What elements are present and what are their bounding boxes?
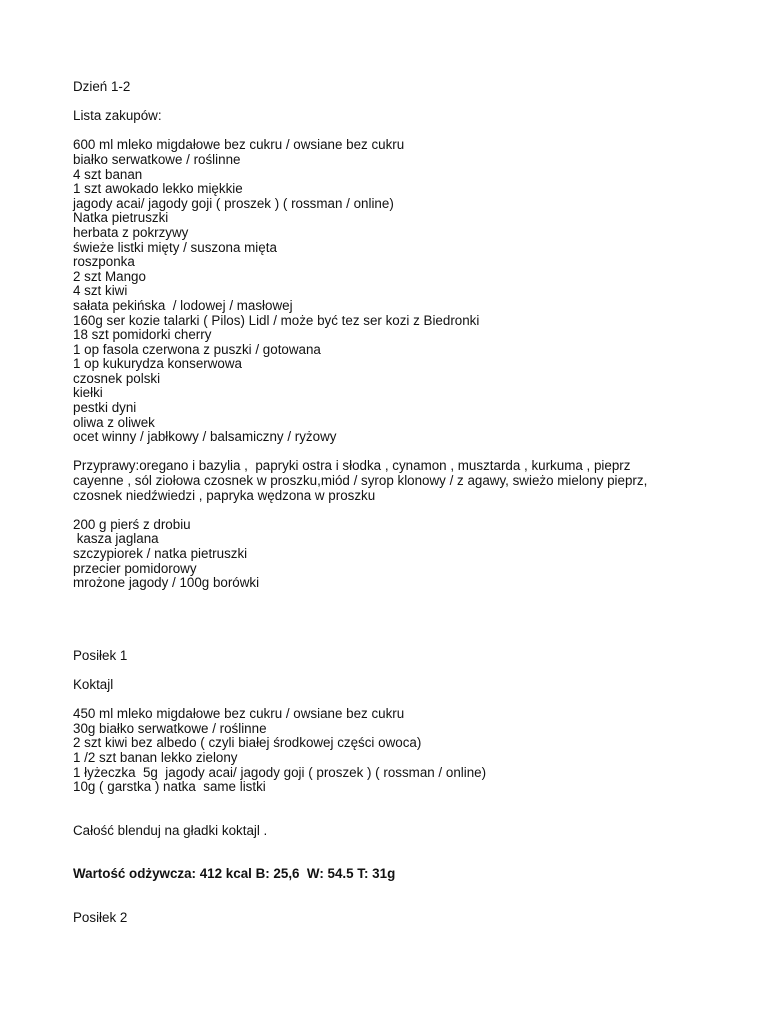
list-item: białko serwatkowe / roślinne [73, 151, 241, 167]
document-page [73, 80, 733, 926]
list-item: 1 op kukurydza konserwowa [73, 356, 242, 372]
meal1-name: Koktajl [73, 676, 114, 692]
list-item: 450 ml mleko migdałowe bez cukru / owsiane bez cukru [73, 706, 405, 722]
day-title: Dzień 1-2 [73, 79, 131, 94]
list-item: czosnek polski [73, 370, 161, 386]
list-item: kasza jaglana [73, 531, 159, 547]
list-item: 1 łyżeczka 5g jagody acai/ jagody goji ( proszek ) ( rossman / online) [73, 764, 487, 780]
list-item: 2 szt kiwi bez albedo ( czyli białej środkowej części owoca) [73, 735, 422, 751]
list-item: 4 szt banan [73, 166, 143, 182]
shopping-heading: Lista zakupów: [73, 108, 162, 124]
list-item: 30g białko serwatkowe / roślinne [73, 720, 267, 736]
list-item: mrożone jagody / 100g borówki [73, 575, 260, 591]
list-item: Natka pietruszki [73, 210, 169, 226]
spices-line: Przyprawy:oregano i bazylia , papryki ostra i słodka , cynamon , musztarda , kurkuma , pieprz [73, 458, 631, 474]
shopping-list [73, 138, 733, 444]
list-item: pestki dyni [73, 400, 137, 416]
list-item: kiełki [73, 385, 103, 401]
list-item: przecier pomidorowy [73, 560, 197, 576]
list-item: świeże listki mięty / suszona mięta [73, 239, 277, 255]
meal1-instruction: Całość blenduj na gładki koktajl . [73, 822, 268, 838]
list-item: herbata z pokrzywy [73, 224, 189, 240]
list-item: roszponka [73, 254, 135, 270]
extra-list [73, 518, 733, 591]
meal1-ingredients [73, 707, 733, 795]
list-item: ocet winny / jabłkowy / balsamiczny / ryżowy [73, 429, 337, 445]
spices-line: cayenne , sól ziołowa czosnek w proszku,miód / syrop klonowy / z agawy, swieżo mielony pieprz, [73, 473, 648, 489]
list-item: 1 szt awokado lekko miękkie [73, 181, 243, 197]
list-item: jagody acai/ jagody goji ( proszek ) ( rossman / online) [73, 195, 394, 211]
list-item: 4 szt kiwi [73, 283, 128, 299]
list-item: oliwa z oliwek [73, 414, 155, 430]
list-item: 10g ( garstka ) natka same listki [73, 779, 266, 795]
meal1-nutrition: Wartość odżywcza: 412 kcal B: 25,6 W: 54.5 T: 31g [73, 866, 396, 882]
list-item: 200 g pierś z drobiu [73, 516, 191, 532]
list-item: 2 szt Mango [73, 268, 146, 284]
list-item: 1 op fasola czerwona z puszki / gotowana [73, 341, 321, 357]
list-item: 18 szt pomidorki cherry [73, 327, 212, 343]
list-item: 600 ml mleko migdałowe bez cukru / owsiane bez cukru [73, 137, 405, 153]
spices-paragraph [73, 459, 733, 503]
list-item: 160g ser kozie talarki ( Pilos) Lidl / może być tez ser kozi z Biedronki [73, 312, 480, 328]
spices-line: czosnek niedźwiedzi , papryka wędzona w proszku [73, 487, 376, 503]
list-item: szczypiorek / natka pietruszki [73, 546, 248, 561]
list-item: sałata pekińska / lodowej / masłowej [73, 297, 293, 313]
list-item: 1 /2 szt banan lekko zielony [73, 749, 238, 765]
meal1-title: Posiłek 1 [73, 647, 128, 663]
meal2-title: Posiłek 2 [73, 909, 128, 925]
